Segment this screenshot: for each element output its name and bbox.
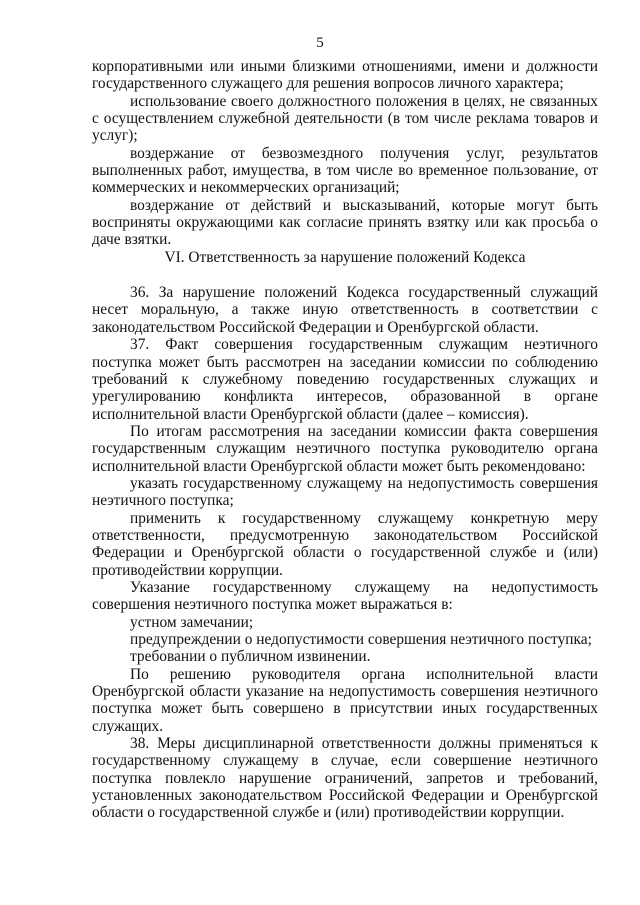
paragraph-indicate: указать государственному служащему на недопустимость совершения неэтичного поступка;: [92, 474, 598, 510]
document-body: [92, 58, 598, 822]
paragraph-37: 37. Факт совершения государственным служащим неэтичного поступка может быть рассмотрен на заседании комиссии по соблюдению требований к служебному поведению государственных служащих и урегулированию конфликта интересов, образованной в органе исполнительной власти Оренбургской области (далее – комиссия).: [92, 336, 598, 423]
page-number: 5: [316, 35, 324, 51]
paragraph-apply-measure: применить к государственному служащему конкретную меру ответственности, предусмотренную законодательством Российской Федерации и Оренбургской области о государственной службе и (или) противодействии коррупции.: [92, 509, 598, 579]
paragraph-indication-forms: Указание государственному служащему на недопустимость совершения неэтичного поступка может выражаться в:: [92, 578, 598, 614]
paragraph-refrain-services: воздержание от безвозмездного получения услуг, результатов выполненных работ, имущества, в том числе во временное пользование, от коммерческих и некоммерческих организаций;: [92, 144, 598, 197]
paragraph-results: По итогам рассмотрения на заседании комиссии факта совершения государственным служащим неэтичного поступка руководителю органа исполнительной власти Оренбургской области может быть рекомендовано:: [92, 422, 598, 475]
paragraph-refrain-actions: воздержание от действий и высказываний, которые могут быть восприняты окружающими как согласие принять взятку или как просьба о даче взятки.: [92, 196, 598, 249]
paragraph-decision: По решению руководителя органа исполнительной власти Оренбургской области указание на недопустимость совершения неэтичного поступка может быть совершено в присутствии иных государственных служащих.: [92, 665, 598, 735]
list-item-oral-remark: устном замечании;: [130, 613, 254, 631]
list-item-warning: предупреждении о недопустимости совершения неэтичного поступка;: [130, 631, 592, 648]
section-heading: VI. Ответственность за нарушение положений Кодекса: [164, 248, 526, 266]
paragraph-use-of-position: использование своего должностного положения в целях, не связанных с осуществлением служебной деятельности (в том числе реклама товаров и услуг);: [92, 92, 598, 145]
paragraph-38: 38. Меры дисциплинарной ответственности должны применяться к государственному служащему в случае, если совершение неэтичного поступка повлекло нарушение ограничений, запретов и требований, установленных законодательством Российской Федерации и Оренбургской области о государственной службе и (или) противодействии коррупции.: [92, 735, 598, 822]
paragraph-continuation: корпоративными или иными близкими отношениями, имени и должности государственного служащего для решения вопросов личного характера;: [92, 58, 598, 93]
paragraph-36: 36. За нарушение положений Кодекса государственный служащий несет моральную, а также иную ответственность в соответствии с законодательством Российской Федерации и Оренбургской области.: [92, 284, 598, 336]
list-item-public-apology: требовании о публичном извинении.: [130, 648, 371, 666]
